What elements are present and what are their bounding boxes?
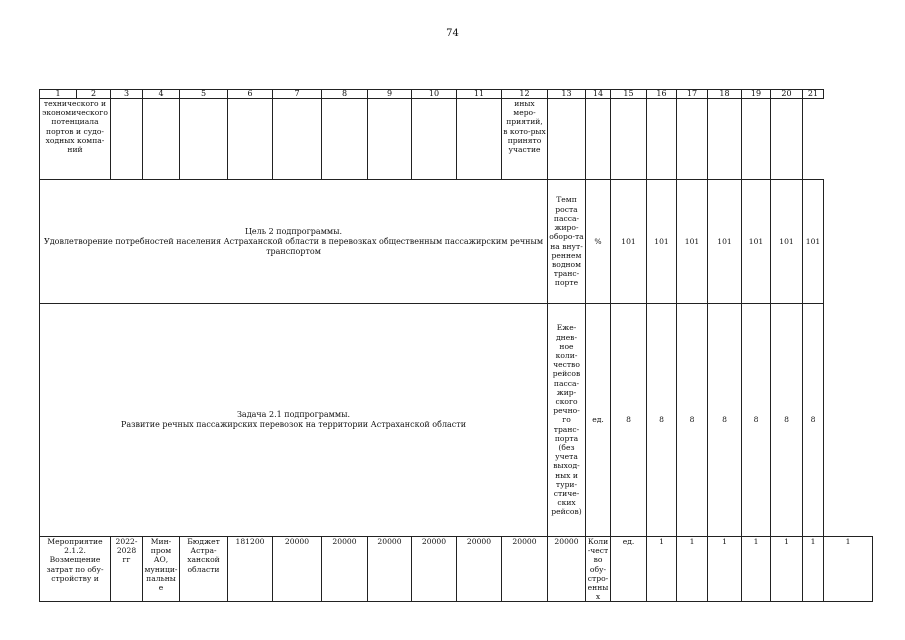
value-cell: 1 xyxy=(824,537,873,602)
value-cell: 8 xyxy=(803,304,824,537)
empty-cell xyxy=(708,99,742,180)
unit-cell: ед. xyxy=(611,537,647,602)
indicator-cell: Темп роста пасса-жиро-оборо-та на внут-реннем водном транс-порте xyxy=(548,180,586,304)
col-header: 21 xyxy=(803,90,824,99)
value-cell: 1 xyxy=(677,537,708,602)
executor-cell: Мин-пром АО, муници-пальные xyxy=(143,537,180,602)
col-header: 6 xyxy=(228,90,273,99)
col-header: 8 xyxy=(322,90,368,99)
table-row xyxy=(40,180,873,304)
empty-cell xyxy=(368,99,412,180)
value-cell: 1 xyxy=(708,537,742,602)
value-cell: 8 xyxy=(647,304,677,537)
empty-cell xyxy=(412,99,457,180)
indicator-cell: иных меро-приятий, в кото-рых принято участие xyxy=(502,99,548,180)
total-cell: 181200 xyxy=(228,537,273,602)
unit-cell: ед. xyxy=(586,304,611,537)
value-cell: 1 xyxy=(742,537,771,602)
program-table xyxy=(39,89,873,602)
col-header: 1 xyxy=(40,90,77,99)
col-header: 3 xyxy=(111,90,143,99)
col-header: 19 xyxy=(742,90,771,99)
value-cell: 101 xyxy=(708,180,742,304)
goal-title: Цель 2 подпрограммы. xyxy=(244,226,343,236)
goal-text: Удовлетворение потребностей населения Астраханской области в перевозках общественным пассажирским речным транспортом xyxy=(43,236,544,256)
value-cell: 101 xyxy=(771,180,803,304)
indicator-cell: Коли-чество обу-стро-енных xyxy=(586,537,611,602)
empty-cell xyxy=(586,99,611,180)
task-text: Развитие речных пассажирских перевозок на территории Астраханской области xyxy=(120,420,467,429)
empty-cell xyxy=(180,99,228,180)
empty-cell xyxy=(111,99,143,180)
empty-cell xyxy=(457,99,502,180)
col-header: 20 xyxy=(771,90,803,99)
col-header: 11 xyxy=(457,90,502,99)
value-cell: 1 xyxy=(803,537,824,602)
col-header: 2 xyxy=(77,90,111,99)
page-number: 74 xyxy=(446,28,459,39)
empty-cell xyxy=(771,99,803,180)
goal-cell xyxy=(40,180,548,304)
value-cell: 1 xyxy=(647,537,677,602)
task-cell xyxy=(40,304,548,537)
year-cell: 20000 xyxy=(322,537,368,602)
empty-cell xyxy=(677,99,708,180)
col-header: 13 xyxy=(548,90,586,99)
year-cell: 20000 xyxy=(457,537,502,602)
value-cell: 101 xyxy=(742,180,771,304)
event-name-cell: Мероприятие 2.1.2. Возмещение затрат по обу-стройству и xyxy=(40,537,111,602)
table-row xyxy=(40,304,873,537)
col-header: 17 xyxy=(677,90,708,99)
year-cell: 20000 xyxy=(502,537,548,602)
empty-cell xyxy=(647,99,677,180)
empty-cell xyxy=(273,99,322,180)
col-header: 16 xyxy=(647,90,677,99)
source-cell: Бюджет Астра-ханской области xyxy=(180,537,228,602)
value-cell: 8 xyxy=(708,304,742,537)
col-header: 18 xyxy=(708,90,742,99)
table-row xyxy=(40,99,873,180)
value-cell: 8 xyxy=(677,304,708,537)
value-cell: 101 xyxy=(647,180,677,304)
year-cell: 20000 xyxy=(368,537,412,602)
value-cell: 8 xyxy=(742,304,771,537)
col-header: 10 xyxy=(412,90,457,99)
col-header: 4 xyxy=(143,90,180,99)
col-header: 9 xyxy=(368,90,412,99)
period-cell: 2022-2028 гг xyxy=(111,537,143,602)
event-name-cell: технического и экономического потенциала портов и судо-ходных компа-ний xyxy=(40,99,111,180)
value-cell: 101 xyxy=(611,180,647,304)
empty-cell xyxy=(742,99,771,180)
empty-cell xyxy=(228,99,273,180)
year-cell: 20000 xyxy=(412,537,457,602)
header-row xyxy=(40,90,873,99)
col-header: 15 xyxy=(611,90,647,99)
col-header: 12 xyxy=(502,90,548,99)
value-cell: 101 xyxy=(803,180,824,304)
indicator-cell: Еже-днев-ное коли-чество рейсов пасса-жир-ского речно-го транс-порта (без учета выход-ных и тури-стиче-ских рейсов) xyxy=(548,304,586,537)
table-row xyxy=(40,537,873,602)
empty-cell xyxy=(143,99,180,180)
value-cell: 8 xyxy=(771,304,803,537)
empty-cell xyxy=(611,99,647,180)
empty-cell xyxy=(548,99,586,180)
year-cell: 20000 xyxy=(548,537,586,602)
col-header: 14 xyxy=(586,90,611,99)
value-cell: 8 xyxy=(611,304,647,537)
task-title: Задача 2.1 подпрограммы. xyxy=(236,410,351,419)
empty-cell xyxy=(322,99,368,180)
value-cell: 101 xyxy=(677,180,708,304)
year-cell: 20000 xyxy=(273,537,322,602)
col-header: 7 xyxy=(273,90,322,99)
col-header: 5 xyxy=(180,90,228,99)
unit-cell: % xyxy=(586,180,611,304)
value-cell: 1 xyxy=(771,537,803,602)
